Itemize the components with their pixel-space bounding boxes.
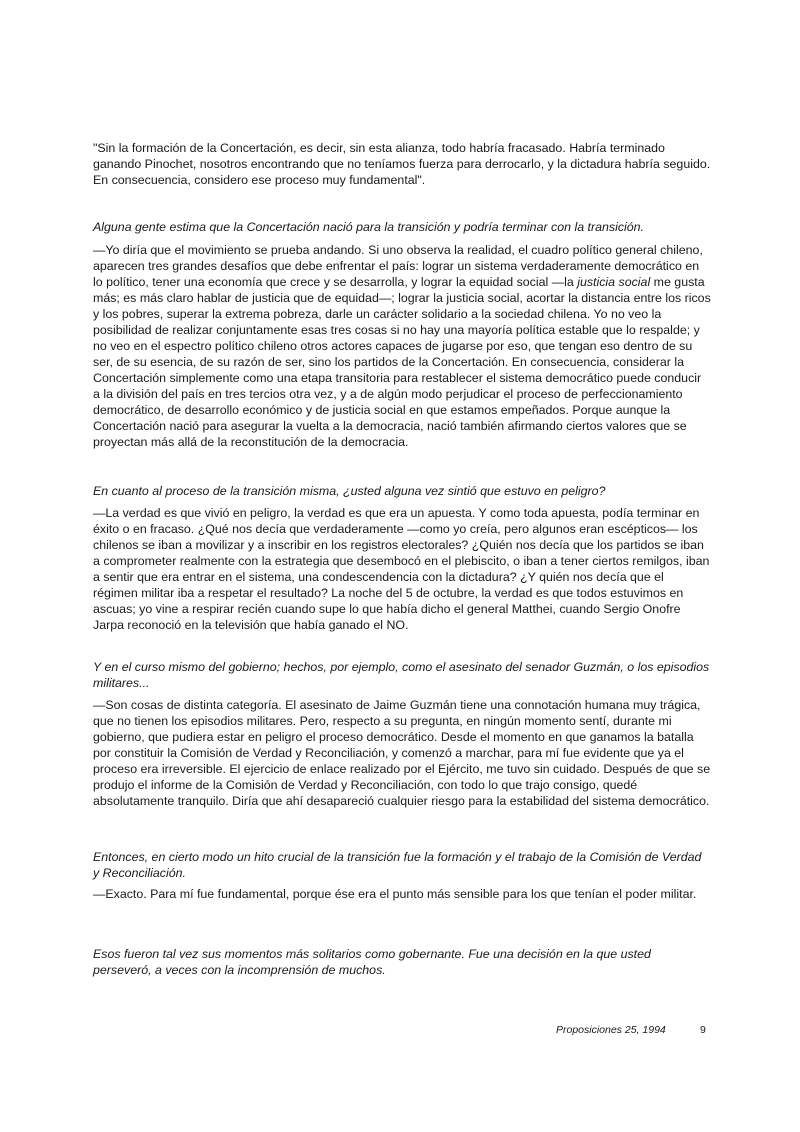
answer-1-part-2: me gusta más; es más claro hablar de justicia que de equidad—; lograr la justicia social, acortar la distancia entre los ricos y los pobres, superar la extrema pobreza, darle un carácter solidario a la sociedad chilena. Yo no veo la posibilidad de realizar conjuntamente esas tres cosas si no hay una mayoría política estable que lo respalde; y no veo en el espectro político chileno otros actores capaces de jugarse por eso, que tengan eso dentro de su ser, de su esencia, de su razón de ser, sino los partidos de la Concertación. En consecuencia, considerar la Concertación simplemente como una etapa transitoria para restablecer el sistema democrático puede conducir a la división del país en tres tercios otra vez, y a de algún modo perjudicar el proceso de perfeccionamiento democrático, de desarrollo económico y de justicia social en que estamos empeñados. Porque aunque la Concertación nació para asegurar la vuelta a la democracia, nació también afirmando ciertos valores que se proyectan más allá de la reconstitución de la democracia. [93,275,711,449]
answer-2: —La verdad es que vivió en peligro, la verdad es que era un apuesta. Y como toda apuesta, podía terminar en éxito o en fracaso. ¿Qué nos decía que verdaderamente —como yo creía, pero algunos eran escépticos— los chilenos se iban a movilizar y a inscribir en los registros electorales? ¿Quién nos decía que los partidos se iban a comprometer realmente con la estrategia que desembocó en el plebiscito, o iban a tener ciertos remilgos, iban a sentir que era entrar en el sistema, una condescendencia con la dictadura? ¿Y quién nos decía que el régimen militar iba a respetar el resultado? La noche del 5 de octubre, la verdad es que todos estuvimos en ascuas; yo vine a respirar recién cuando supe lo que había dicho el general Matthei, cuando Sergio Onofre Jarpa reconoció en la televisión que había ganado el NO. [93,506,710,632]
opening-quote: "Sin la formación de la Concertación, es decir, sin esta alianza, todo habría fracasado. Habría terminado ganando Pinochet, nosotros encontrando que no teníamos fuerza para derrocarlo, y la dictadura habría seguido. En consecuencia, considero ese proceso muy fundamental". [93,141,711,187]
answer-1-part-1: —Yo diría que el movimiento se prueba andando. Si uno observa la realidad, el cuadro político general chileno, aparecen tres grandes desafíos que debe enfrentar el país: lograr un sistema verdaderamente democrático en lo político, tener una economía que crece y se desarrolla, y lograr la equidad social —la [93,243,703,289]
question-1: Alguna gente estima que la Concertación nació para la transición y podría terminar con la transición. [93,220,645,234]
question-2: En cuanto al proceso de la transición misma, ¿usted alguna vez sintió que estuvo en peligro? [93,484,606,498]
answer-4: —Exacto. Para mí fue fundamental, porque ése era el punto más sensible para los que tenían el poder militar. [93,887,697,901]
answer-1 [93,242,711,450]
question-4: Entonces, en cierto modo un hito crucial de la transición fue la formación y el trabajo de la Comisión de Verdad y Reconciliación. [93,850,702,880]
answer-1-emphasis: justicia social [577,275,651,289]
question-3: Y en el curso mismo del gobierno; hechos, por ejemplo, como el asesinato del senador Guzmán, o los episodios militares... [93,660,710,690]
footer-source: Proposiciones 25, 1994 [556,1024,666,1036]
answer-3: —Son cosas de distinta categoría. El asesinato de Jaime Guzmán tiene una connotación humana muy trágica, que no tienen los episodios militares. Pero, respecto a su pregunta, en ningún momento sentí, durante mi gobierno, que pudiera estar en peligro el proceso democrático. Desde el momento en que ganamos la batalla por constituir la Comisión de Verdad y Reconciliación, y comenzó a marchar, para mí fue evidente que ya el proceso era irreversible. El ejercicio de enlace realizado por el Ejército, me tuvo sin cuidado. Después de que se produjo el informe de la Comisión de Verdad y Reconciliación, con todo lo que trajo consigo, quedé absolutamente tranquilo. Diría que ahí desapareció cualquier riesgo para la estabilidad del sistema democrático. [93,698,711,808]
question-5: Esos fueron tal vez sus momentos más solitarios como gobernante. Fue una decisión en la que usted perseveró, a veces con la incomprensión de muchos. [93,947,651,977]
page-number: 9 [700,1024,706,1036]
